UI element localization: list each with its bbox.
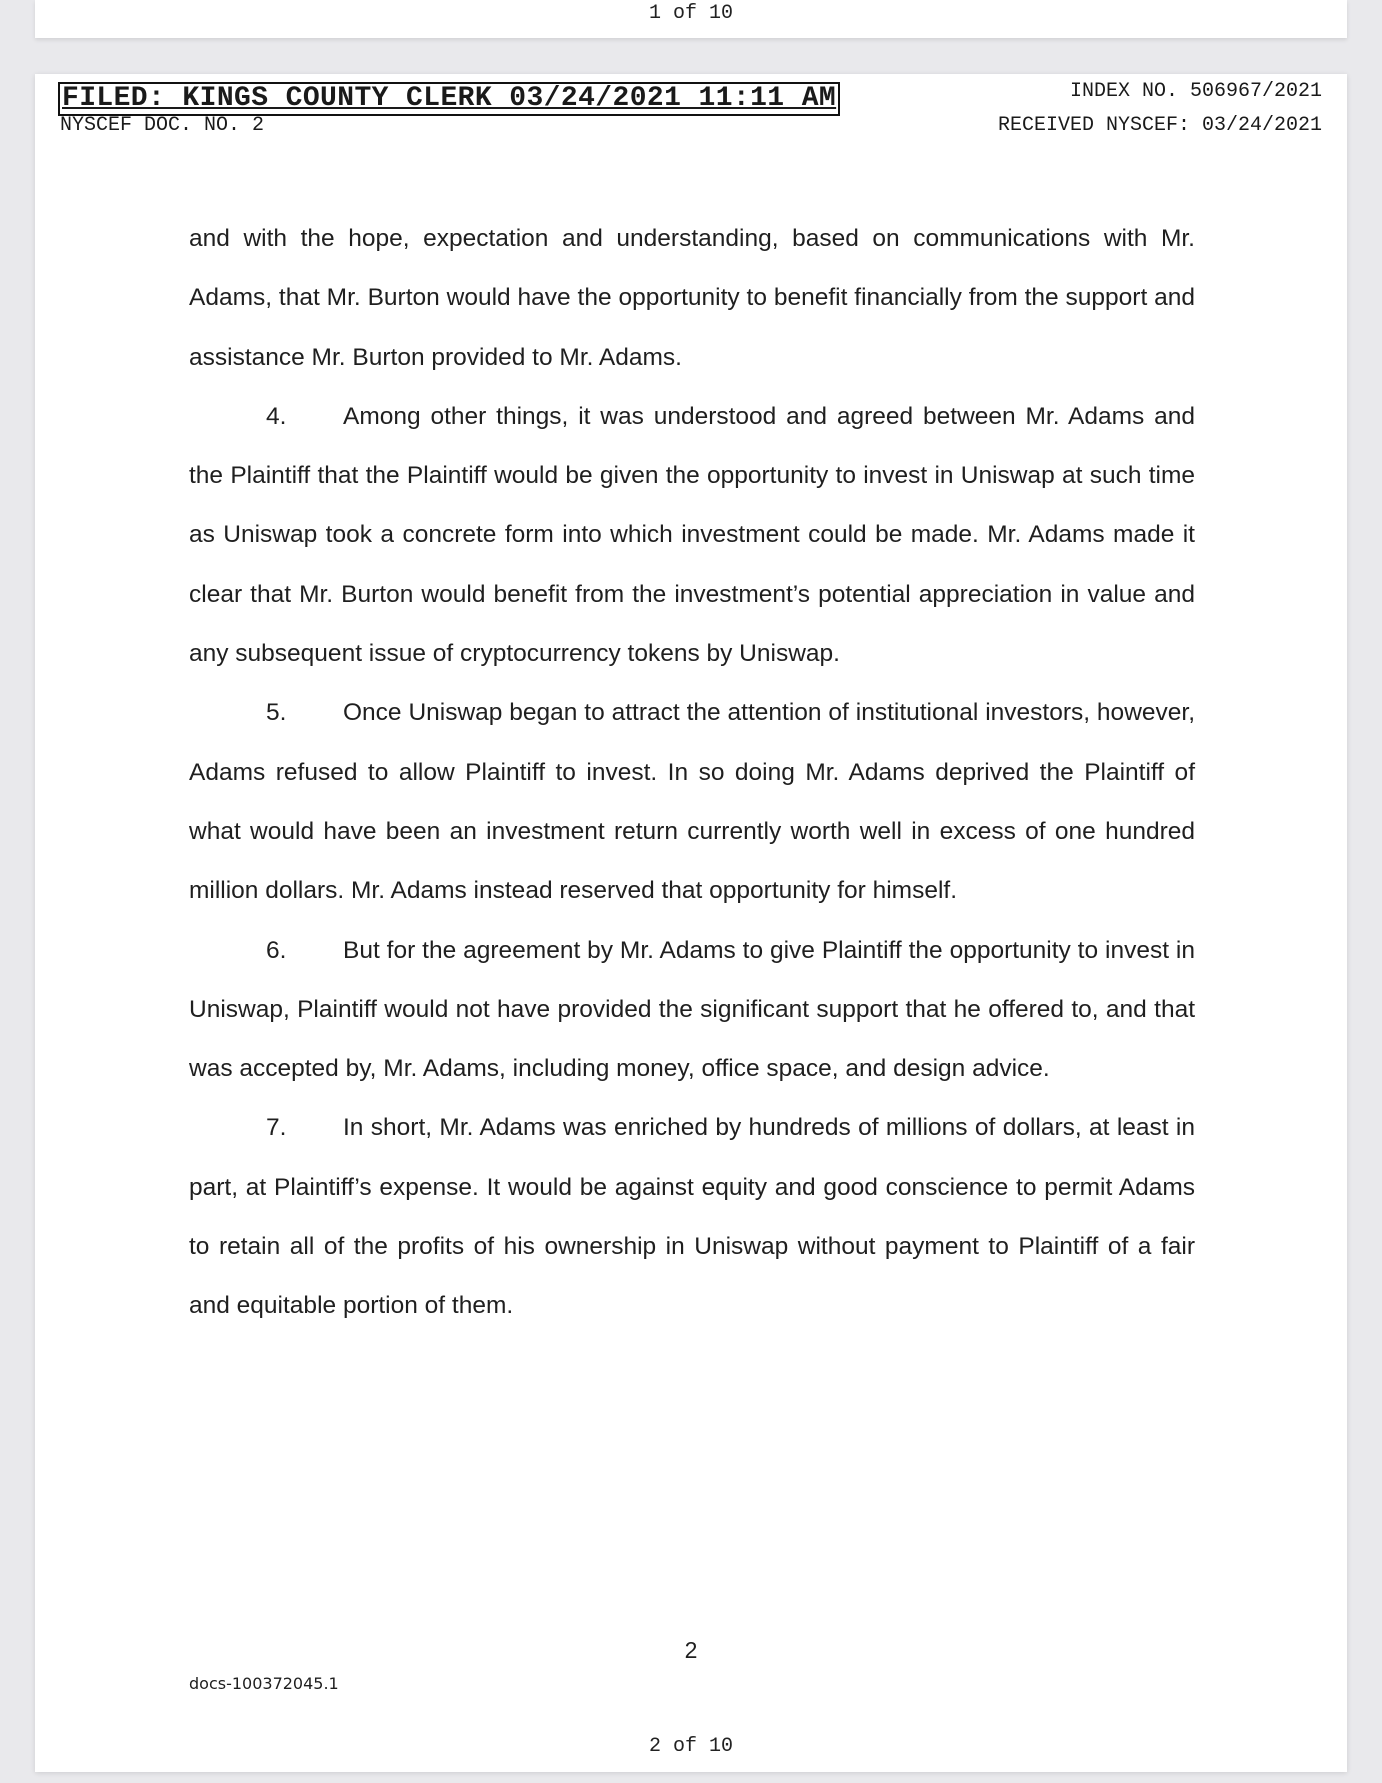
- paragraph-number: 6.: [266, 936, 287, 964]
- paragraph-5: [189, 683, 1195, 920]
- document-id: docs-100372045.1: [189, 1674, 339, 1693]
- index-number: INDEX NO. 506967/2021: [1069, 80, 1322, 103]
- paragraph-6: [189, 921, 1195, 1099]
- document-page: [35, 74, 1347, 1772]
- received-date: RECEIVED NYSCEF: 03/24/2021: [997, 114, 1322, 137]
- paragraph-number: 5.: [266, 699, 287, 727]
- paragraph-number: 4.: [266, 402, 287, 430]
- paragraph-text: In short, Mr. Adams was enriched by hundreds of millions of dollars, at least in part, at Plaintiff’s expense. It would be against equity and good conscience to permit Adams to retain all of the profits of his ownership in Uniswap without payment to Plaintiff of a fair and equitable portion of them.: [189, 1114, 1195, 1320]
- previous-page-indicator: 1 of 10: [648, 2, 733, 25]
- paragraph-number: 7.: [266, 1114, 287, 1142]
- paragraph-text: Once Uniswap began to attract the attention of institutional investors, however, Adams refused to allow Plaintiff to invest. In so doing Mr. Adams deprived the Plaintiff of what would have been an investment return currently worth well in excess of one hundred million dollars. Mr. Adams instead reserved that opportunity for himself.: [189, 699, 1195, 905]
- page-number: 2: [684, 1637, 698, 1663]
- previous-page-strip: [35, 0, 1347, 38]
- paragraph-text: But for the agreement by Mr. Adams to give Plaintiff the opportunity to invest in Uniswap, Plaintiff would not have provided the significant support that he offered to, and that was accepted by, Mr. Adams, including money, office space, and design advice.: [189, 936, 1195, 1083]
- current-page-indicator: 2 of 10: [648, 1735, 733, 1758]
- nyscef-doc-number: NYSCEF DOC. NO. 2: [60, 114, 265, 137]
- paragraph-4: [189, 387, 1195, 683]
- filed-stamp: FILED: KINGS COUNTY CLERK 03/24/2021 11:11 AM: [58, 82, 840, 116]
- document-body: [189, 209, 1195, 1336]
- paragraph-7: [189, 1098, 1195, 1335]
- paragraph-continuation: [189, 209, 1195, 387]
- paragraph-text: Among other things, it was understood and agreed between Mr. Adams and the Plaintiff that the Plaintiff would be given the opportunity to invest in Uniswap at such time as Uniswap took a concrete form into which investment could be made. Mr. Adams made it clear that Mr. Burton would benefit from the investment’s potential appreciation in value and any subsequent issue of cryptocurrency tokens by Uniswap.: [189, 402, 1195, 668]
- paragraph-text: and with the hope, expectation and understanding, based on communications with Mr. Adams, that Mr. Burton would have the opportunity to benefit financially from the support and assistance Mr. Burton provided to Mr. Adams.: [189, 225, 1195, 371]
